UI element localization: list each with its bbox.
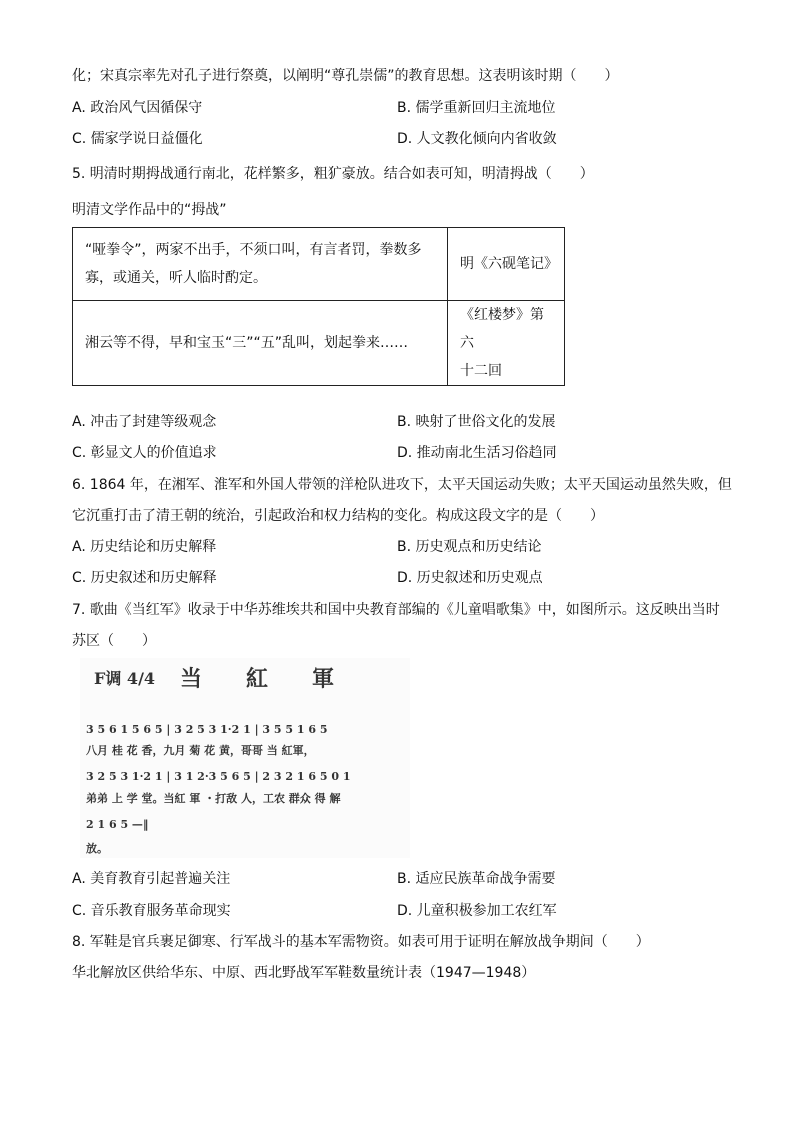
cell-line: 湘云等不得，早和宝玉“三”“五”乱叫，划起拳来…… [85,335,409,351]
q5-option-a: A. 冲击了封建等级观念 [72,414,217,430]
q4-option-d: D. 人文教化倾向内省收敛 [397,131,557,147]
table-cell-source [448,301,565,386]
song-score-svg [80,658,410,858]
q7-option-d: D. 儿童积极参加工农红军 [397,903,557,919]
q6-option-c: C. 历史叙述和历史解释 [72,570,217,586]
q5-option-d: D. 推动南北生活习俗趋同 [397,445,557,461]
q7-option-b: B. 适应民族革命战争需要 [397,871,556,887]
score-lyrics-3: 放。 [86,842,108,855]
cell-line: 《红楼梦》第六 [460,307,544,351]
q7-option-c: C. 音乐教育服务革命现实 [72,903,231,919]
score-notes-3: 2 1 6 5 —‖ [86,818,149,831]
q6-option-a: A. 历史结论和历史解释 [72,539,217,555]
q4-option-b: B. 儒学重新回归主流地位 [397,100,556,116]
q5-stem: 5. 明清时期拇战通行南北，花样繁多，粗犷豪放。结合如表可知，明清拇战（ ） [72,166,594,182]
q5-table-title: 明清文学作品中的“拇战” [72,202,227,218]
q6-option-d: D. 历史叙述和历史观点 [397,570,543,586]
q4-option-a: A. 政治风气因循保守 [72,100,203,116]
score-notes-2: 3 2 5 3 1·2 1 | 3 1 2·3 5 6 5 | 2 3 2 1 6 5 0 1 [86,770,351,783]
table-row [73,228,565,301]
cell-line: 寡，或通关，听人临时酌定。 [85,270,267,286]
q6-option-b: B. 历史观点和历史结论 [397,539,542,555]
q5-option-b: B. 映射了世俗文化的发展 [397,414,556,430]
score-lyrics-1: 八月 桂 花 香，九月 菊 花 黄，哥哥 当 紅軍， [86,744,315,757]
score-notes-1: 3 5 6 1 5 6 5 | 3 2 5 3 1·2 1 | 3 5 5 1 6 5 [86,723,328,736]
table-cell-source [448,228,565,301]
table-cell-text [73,301,448,386]
q7-stem-line2: 苏区（ ） [72,633,156,649]
q8-table-title: 华北解放区供给华东、中原、西北野战军军鞋数量统计表（1947—1948） [72,965,536,981]
score-title: 当 紅 軍 [180,666,335,692]
q6-stem-line1: 6. 1864 年，在湘军、淮军和外国人带领的洋枪队进攻下，太平天国运动失败；太平天国运动虽然失败，但 [72,477,732,493]
q5-table [72,227,565,386]
q7-stem-line1: 7. 歌曲《当红军》收录于中华苏维埃共和国中央教育部编的《儿童唱歌集》中，如图所示。这反映出当时 [72,602,720,618]
cell-line: 十二回 [460,363,502,379]
q7-option-a: A. 美育教育引起普遍关注 [72,871,231,887]
q8-stem: 8. 军鞋是官兵裹足御寒、行军战斗的基本军需物资。如表可用于证明在解放战争期间（ ） [72,934,650,950]
q5-option-c: C. 彰显文人的价值追求 [72,445,217,461]
song-score-image [80,658,410,858]
q4-option-c: C. 儒家学说日益僵化 [72,131,203,147]
q6-stem-line2: 它沉重打击了清王朝的统治，引起政治和权力结构的变化。构成这段文字的是（ ） [72,508,604,524]
cell-line: “哑拳令”，两家不出手，不须口叫，有言者罚，拳数多 [85,242,422,258]
q4-stem-tail: 化；宋真宗率先对孔子进行祭奠，以阐明“尊孔崇儒”的教育思想。这表明该时期（ ） [72,68,619,84]
score-lyrics-2: 弟弟 上 学 堂。当紅 軍 ・打敌 人，工农 群众 得 解 [86,792,341,805]
table-cell-text [73,228,448,301]
cell-line: 明《六砚笔记》 [460,256,558,272]
table-row [73,301,565,386]
score-key: F调 4/4 [94,669,156,688]
